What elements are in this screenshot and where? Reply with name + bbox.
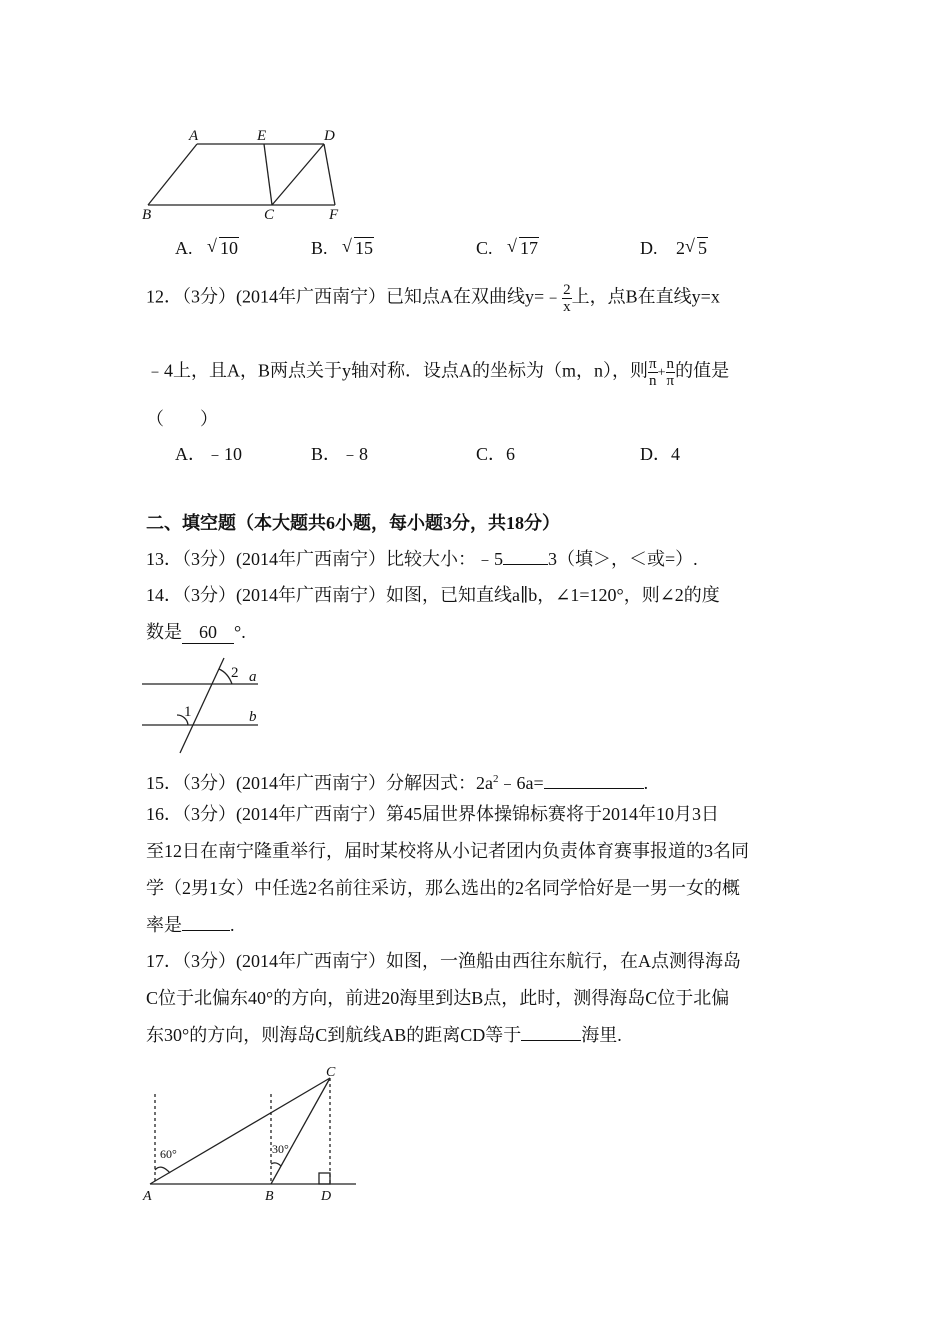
fraction-pi-over-n: $\frac{\pi}{n}$: [649, 356, 657, 389]
label-b: B: [142, 207, 152, 223]
label-c: C: [264, 207, 275, 223]
segment-bc: [271, 1078, 330, 1184]
q13-blank: [503, 564, 548, 565]
q15: 15．（3分）(2014年广西南宁）分解因式：$2a^2﹣6a=$ .: [146, 773, 649, 793]
angle-60-arc: [155, 1167, 170, 1173]
angle-30-arc: [271, 1163, 281, 1166]
q12-option-c: C．6: [476, 444, 516, 464]
label-f: F: [329, 207, 339, 223]
section-2-heading: 二、填空题（本大题共6小题，每小题3分，共18分）: [146, 513, 560, 533]
right-angle-mark: [319, 1173, 330, 1184]
q12-option-d: D．4: [640, 444, 680, 464]
label-line-b: b: [249, 709, 257, 725]
q17-line-2: C位于北偏东40°的方向，前进20海里到达B点，此时，测得海岛C位于北偏: [146, 988, 730, 1008]
label-e: E: [257, 128, 267, 144]
q12-line-3: （ ）: [146, 409, 218, 429]
q14-answer: 60: [182, 621, 234, 644]
label-30-degrees: 30°: [272, 1142, 289, 1156]
q15-blank: [544, 788, 644, 789]
q17-blank: [521, 1040, 581, 1041]
label-angle-1: 1: [184, 704, 192, 720]
q17-line-1: 17．（3分）(2014年广西南宁）如图，一渔船由西往东航行，在A点测得海岛: [146, 951, 741, 971]
segment-df: [324, 144, 335, 205]
segment-dc: [272, 144, 324, 205]
q11-option-c: C. √ 17: [476, 236, 539, 258]
q12-line-2: ﹣4上，且A，B两点关于y轴对称．设点A的坐标为（m，n），则 $\frac{\pi}{n}$ + $\frac{n}{\pi}$ 的值是: [146, 356, 730, 389]
q11-option-b: B. √ 15: [311, 236, 374, 258]
label-60-degrees: 60°: [160, 1147, 177, 1161]
q12-line-1: 12．（3分）(2014年广西南宁）已知点A在双曲线y=﹣ $\frac{2}{x}$ 上，点B在直线y=x: [146, 282, 720, 315]
label-a: A: [189, 128, 199, 144]
q12-option-b: B．﹣8: [311, 444, 369, 464]
label-line-a: a: [249, 669, 257, 685]
q11-option-a: A. √ 10: [175, 236, 238, 258]
label-angle-2: 2: [231, 665, 239, 681]
label-d: D: [321, 1189, 332, 1204]
label-c: C: [326, 1065, 336, 1080]
segment-ab: [148, 144, 197, 205]
q17-line-3: 东30°的方向，则海岛C到航线AB的距离CD等于 海里.: [146, 1025, 622, 1045]
figure-q17-navigation: [138, 1060, 368, 1208]
q14-line-1: 14．（3分）(2014年广西南宁）如图，已知直线a∥b，∠1=120°，则∠2的度: [146, 585, 720, 605]
label-d: D: [324, 128, 335, 144]
label-a: A: [143, 1189, 152, 1204]
figure-q11-parallelogram: [138, 124, 358, 224]
fraction-n-over-pi: $\frac{n}{\pi}$: [666, 356, 675, 389]
q16-line-3: 学（2男1女）中任选2名前往采访，那么选出的2名同学恰好是一男一女的概: [146, 878, 740, 898]
label-b: B: [265, 1189, 274, 1204]
q16-blank: [182, 930, 230, 931]
figure-q14-parallel-lines: [140, 652, 270, 756]
q16-line-1: 16．（3分）(2014年广西南宁）第45届世界体操锦标赛将于2014年10月3日: [146, 804, 719, 824]
fraction-2-over-x: $\frac{2}{x}$: [563, 282, 571, 315]
segment-ac: [150, 1078, 330, 1184]
q14-line-2: 数是 60 °.: [146, 622, 246, 642]
segment-ec: [264, 144, 272, 205]
q16-line-4: 率是 .: [146, 915, 235, 935]
q16-line-2: 至12日在南宁隆重举行，届时某校将从小记者团内负责体育赛事报道的3名同: [146, 841, 749, 861]
q13: 13．（3分）(2014年广西南宁）比较大小：﹣5 3（填＞，＜或=）.: [146, 549, 698, 569]
q12-option-a: A．﹣10: [175, 444, 242, 464]
q11-option-d: D. 2 √ 5: [640, 236, 707, 258]
